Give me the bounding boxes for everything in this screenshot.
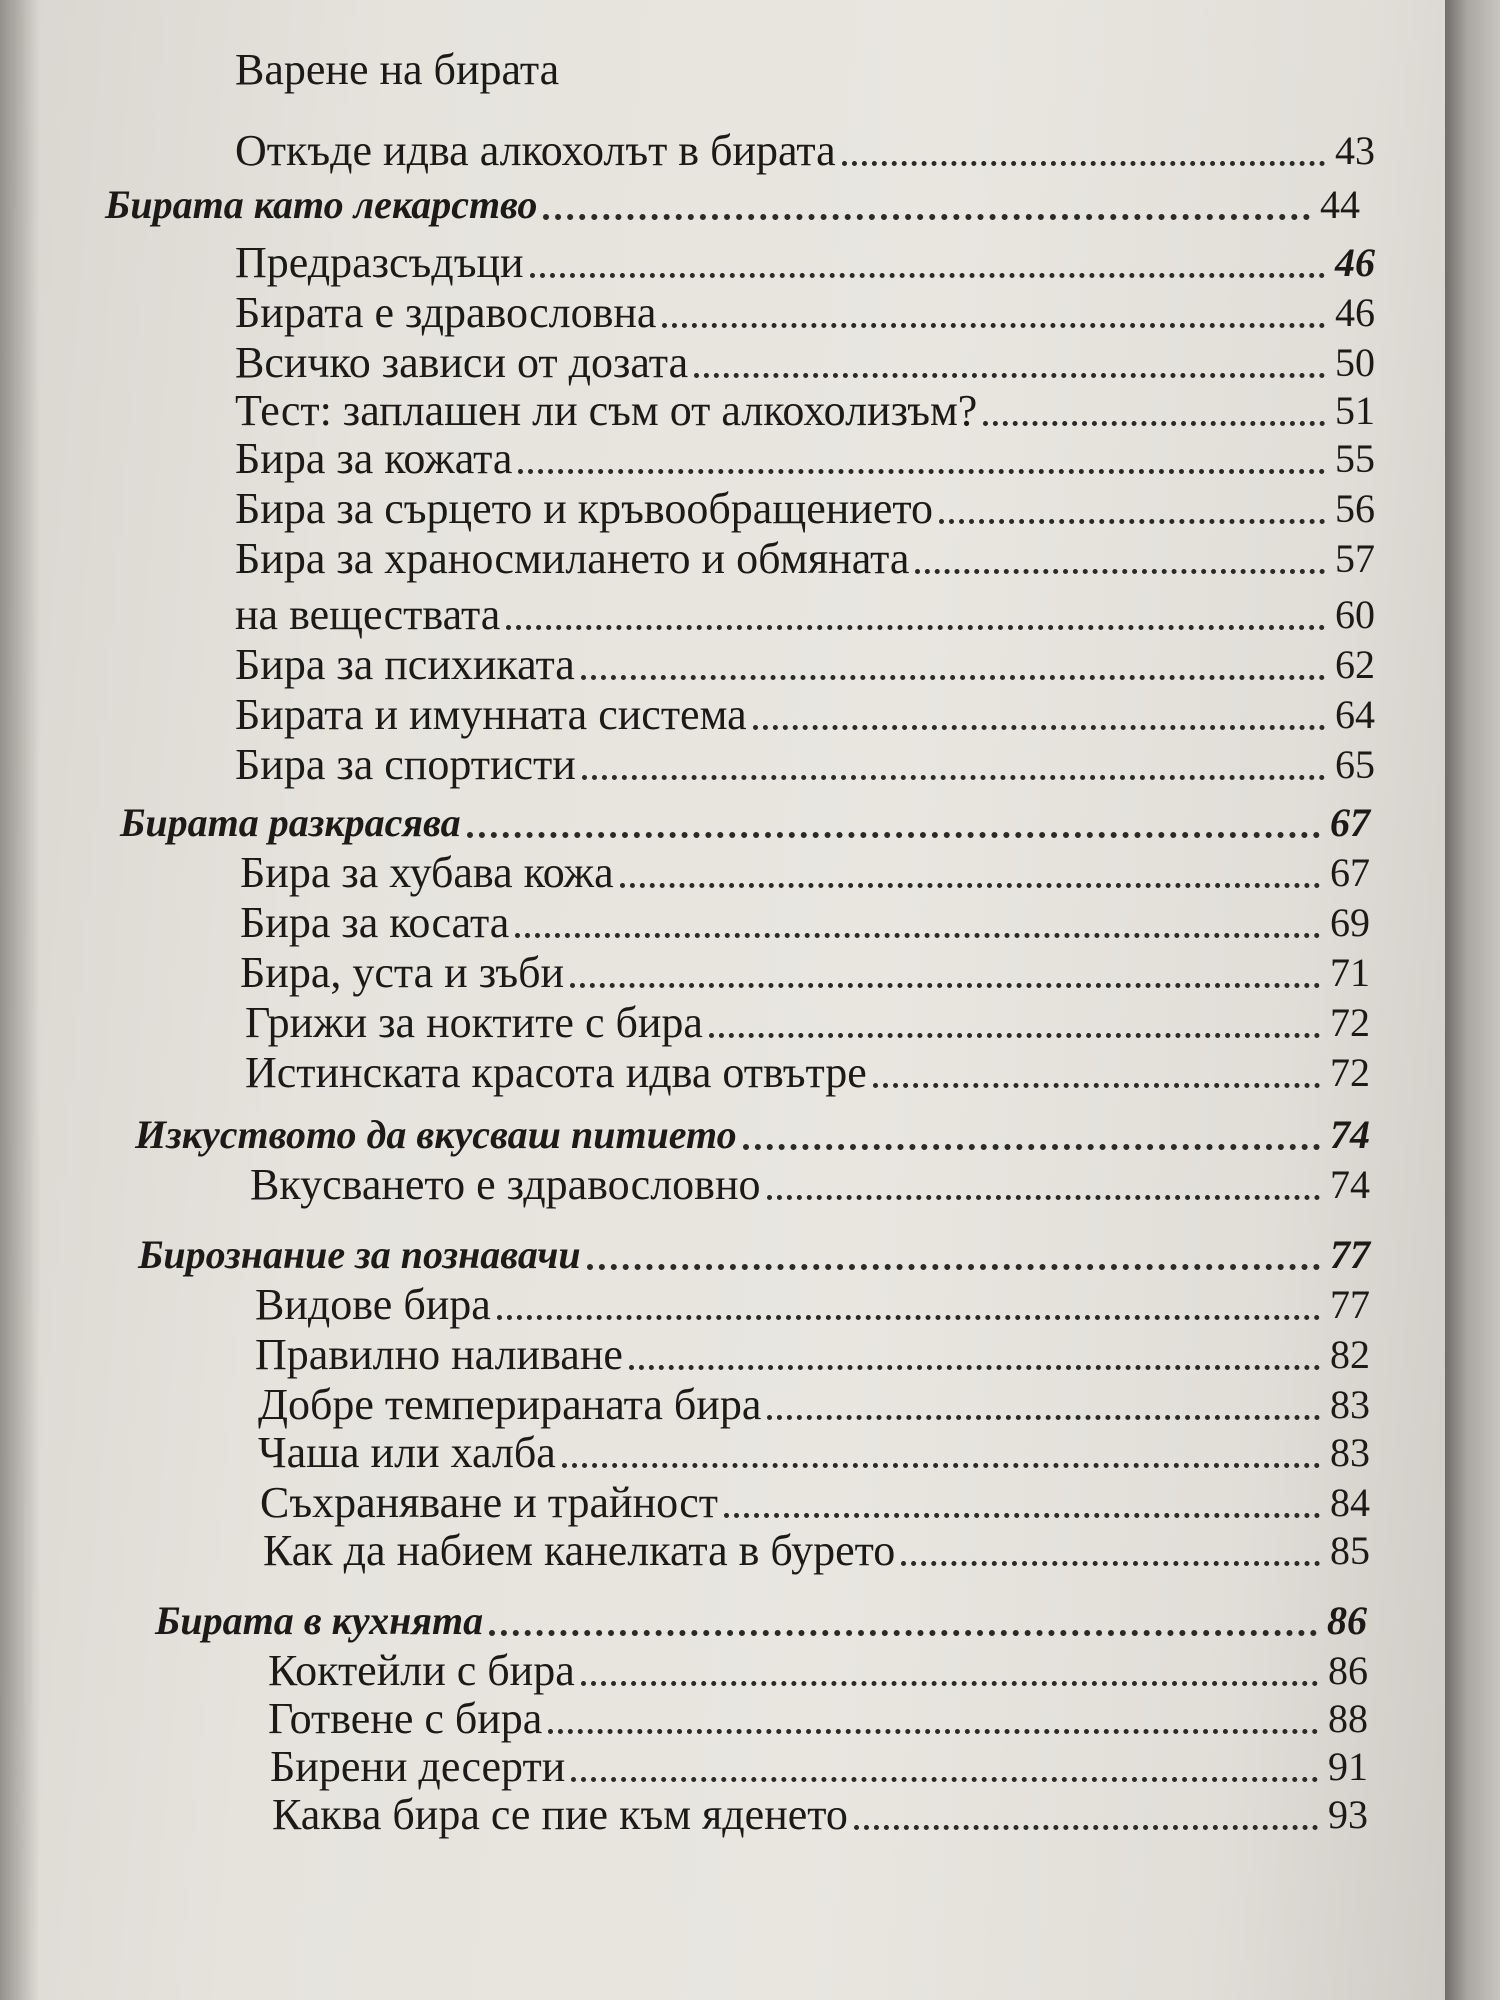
dot-leader [753, 724, 1325, 730]
dot-leader [467, 831, 1320, 838]
dot-leader [562, 1462, 1320, 1468]
toc-page-number: 56 [1335, 486, 1375, 531]
toc-entry [260, 1478, 1370, 1528]
toc-page-number: 83 [1330, 1382, 1370, 1427]
toc-entry [235, 484, 1375, 534]
toc-entry-label: Бирата е здравословна [235, 288, 657, 337]
toc-entry-label: Истинската красота идва отвътре [245, 1048, 867, 1097]
toc-entry [235, 45, 740, 95]
toc-entry-label: Вкусването е здравословно [250, 1160, 761, 1209]
toc-section-label: Бирата разкрасява [120, 800, 461, 845]
dot-leader [901, 1560, 1320, 1566]
toc-entry-label: Бира за сърцето и кръвообращението [235, 484, 934, 533]
toc-page-number: 72 [1330, 1050, 1370, 1095]
dot-leader [565, 84, 736, 85]
toc-entry [270, 1742, 1368, 1792]
toc-entry-label: Бирата и имунната система [235, 690, 747, 739]
toc-entry [250, 1160, 1370, 1210]
toc-entry [258, 1380, 1370, 1430]
toc-page-number: 69 [1330, 900, 1370, 945]
toc-entry [235, 534, 1375, 584]
toc-page-number: 74 [1330, 1112, 1370, 1157]
toc-entry [263, 1526, 1370, 1576]
toc-entry [255, 1280, 1370, 1330]
toc-entry-label: Бирени десерти [270, 1742, 566, 1791]
dot-leader [570, 982, 1320, 988]
toc-section [138, 1230, 1370, 1280]
toc-entry-label: Откъде идва алкохолът в бирата [235, 126, 836, 175]
dot-leader [587, 1263, 1320, 1270]
toc-page-number: 65 [1335, 742, 1375, 787]
toc-entry-label: Готвене с бира [268, 1694, 543, 1743]
toc-page-number: 71 [1330, 950, 1370, 995]
toc-entry [245, 1048, 1370, 1098]
toc-page-number: 50 [1335, 340, 1375, 385]
toc-entry-label: Правилно наливане [255, 1330, 623, 1379]
dot-leader [582, 774, 1325, 780]
toc-page-number: 85 [1330, 1528, 1370, 1573]
toc-entry [268, 1694, 1368, 1744]
dot-leader [497, 1314, 1320, 1320]
toc-entry [235, 640, 1375, 690]
toc-entry [235, 288, 1375, 338]
dot-leader [939, 518, 1325, 524]
toc-section-label: Изкуството да вкусваш питието [135, 1112, 737, 1157]
dot-leader [873, 1082, 1320, 1088]
toc-page-number: 74 [1330, 1162, 1370, 1207]
dot-leader [743, 1143, 1320, 1150]
toc-page-number: 67 [1330, 800, 1370, 845]
toc-entry-label: Бира за косата [240, 898, 510, 947]
dot-leader [983, 420, 1325, 426]
toc-page-number: 83 [1330, 1430, 1370, 1475]
toc-entry [235, 434, 1375, 484]
toc-page-number: 46 [1335, 290, 1375, 335]
toc-entry-label: Чаша или халба [258, 1428, 556, 1477]
dot-leader [854, 1824, 1318, 1830]
toc-entry [235, 338, 1375, 388]
toc-section [105, 180, 1360, 230]
dot-leader [694, 372, 1325, 378]
toc-entry [245, 998, 1370, 1048]
toc-entry-label: Грижи за ноктите с бира [245, 998, 703, 1047]
toc-page-number: 67 [1330, 850, 1370, 895]
toc-entry [240, 848, 1370, 898]
dot-leader [548, 1728, 1318, 1734]
dot-leader [915, 568, 1325, 574]
toc-entry [258, 1428, 1370, 1478]
toc-entry-label: на веществата [235, 590, 501, 639]
toc-entry [255, 1330, 1370, 1380]
dot-leader [767, 1194, 1321, 1200]
toc-entry-label: Всичко зависи от дозата [235, 338, 689, 387]
toc-page-number: 84 [1330, 1480, 1370, 1525]
toc-entry-label: Бира за хубава кожа [240, 848, 614, 897]
toc-entry-label: Видове бира [255, 1280, 491, 1329]
toc-entry-label: Тест: заплашен ли съм от алкохолизъм? [235, 386, 978, 435]
dot-leader [620, 882, 1320, 888]
toc-entry-label: Бира за кожата [235, 434, 513, 483]
toc-entry-label: Предразсъдъци [235, 238, 524, 287]
dot-leader [629, 1364, 1320, 1370]
toc-page-number: 46 [1335, 240, 1375, 285]
dot-leader [506, 624, 1325, 630]
dot-leader [662, 322, 1325, 328]
toc-page-number: 60 [1335, 592, 1375, 637]
toc-entry-label: Добре темперираната бира [258, 1380, 762, 1429]
toc-entry-label: Как да набием канелката в бурето [263, 1526, 896, 1575]
dot-leader [530, 272, 1325, 278]
toc-page-number: 88 [1328, 1696, 1368, 1741]
toc-page-number: 86 [1328, 1648, 1368, 1693]
toc-entry-label: Варене на бирата [235, 45, 560, 94]
toc-section [120, 798, 1370, 848]
toc-page-number: 55 [1335, 436, 1375, 481]
dot-leader [518, 468, 1325, 474]
toc-page-number: 57 [1335, 536, 1375, 581]
toc-page-number: 77 [1330, 1282, 1370, 1327]
dot-leader [724, 1512, 1320, 1518]
toc-entry [235, 126, 1375, 176]
toc-page-number: 64 [1335, 692, 1375, 737]
toc-section-label: Бирата в кухнята [155, 1598, 484, 1643]
dot-leader [543, 213, 1310, 220]
toc-page-number: 72 [1330, 1000, 1370, 1045]
toc-entry [235, 740, 1375, 790]
toc-entry-label: Бира за спортисти [235, 740, 576, 789]
toc-entry [240, 898, 1370, 948]
page-edge [1445, 0, 1500, 2000]
toc-page-number: 82 [1330, 1332, 1370, 1377]
toc-entry [235, 238, 1375, 288]
dot-leader [709, 1032, 1320, 1038]
dot-leader [581, 674, 1325, 680]
toc-entry-continued [235, 590, 1375, 640]
dot-leader [489, 1629, 1317, 1636]
toc-entry [240, 948, 1370, 998]
toc-page-number: 44 [1320, 182, 1360, 227]
toc-entry-label: Бира, уста и зъби [240, 948, 565, 997]
dot-leader [515, 932, 1320, 938]
toc-page-number: 43 [1335, 128, 1375, 173]
toc-page-number: 77 [1330, 1232, 1370, 1277]
toc-entry [235, 690, 1375, 740]
toc-section [155, 1596, 1367, 1646]
toc-entry [272, 1790, 1368, 1840]
dot-leader [767, 1414, 1320, 1420]
toc-entry [268, 1646, 1368, 1696]
toc-entry-label: Каква бира се пие към яденето [272, 1790, 848, 1839]
table-of-contents [100, 30, 1375, 1980]
toc-page-number: 91 [1328, 1744, 1368, 1789]
toc-entry-label: Бира за психиката [235, 640, 575, 689]
toc-entry-label: Коктейли с бира [268, 1646, 575, 1695]
toc-section-label: Бирата като лекарство [105, 182, 538, 227]
toc-entry [235, 386, 1375, 436]
toc-page-number: 62 [1335, 642, 1375, 687]
toc-page-number: 86 [1327, 1598, 1367, 1643]
toc-page-number: 93 [1328, 1792, 1368, 1837]
toc-section [135, 1110, 1370, 1160]
toc-page-number: 51 [1335, 388, 1375, 433]
toc-section-label: Бирознание за познавачи [138, 1232, 581, 1277]
dot-leader [842, 160, 1325, 166]
binding-shadow [0, 0, 40, 2000]
toc-entry-label: Бира за храносмилането и обмяната [235, 534, 910, 583]
toc-entry-label: Съхраняване и трайност [260, 1478, 719, 1527]
dot-leader [581, 1680, 1318, 1686]
dot-leader [571, 1776, 1318, 1782]
